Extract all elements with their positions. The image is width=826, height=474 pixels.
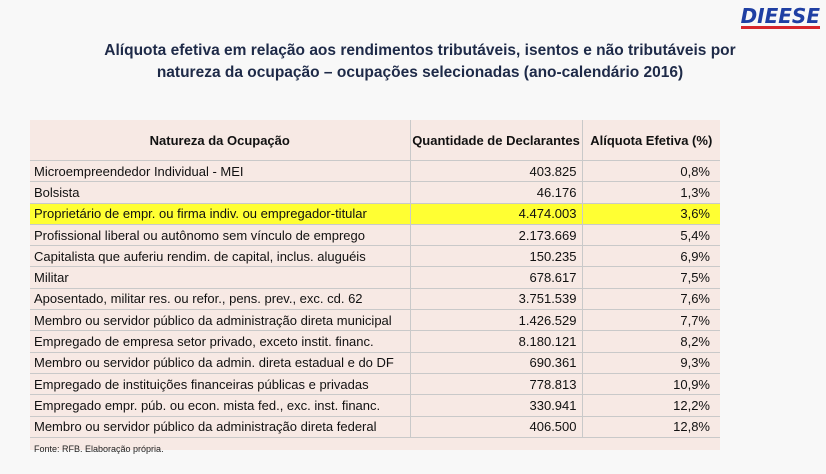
cell-aliquota: 10,9% (582, 373, 720, 394)
table-row (30, 310, 720, 331)
cell-ocupacao: Empregado de empresa setor privado, exceto instit. financ. (30, 331, 410, 352)
table-row (30, 267, 720, 288)
cell-quantidade: 4.474.003 (410, 203, 582, 224)
cell-quantidade: 46.176 (410, 182, 582, 203)
cell-ocupacao: Membro ou servidor público da administração direta municipal (30, 310, 410, 331)
table-header-row (30, 120, 720, 161)
cell-aliquota: 12,2% (582, 395, 720, 416)
cell-quantidade: 778.813 (410, 373, 582, 394)
cell-aliquota: 7,7% (582, 310, 720, 331)
dieese-logo (741, 4, 820, 29)
cell-quantidade: 690.361 (410, 352, 582, 373)
cell-aliquota: 3,6% (582, 203, 720, 224)
source-note: Fonte: RFB. Elaboração própria. (34, 443, 164, 454)
cell-ocupacao: Militar (30, 267, 410, 288)
cell-quantidade: 678.617 (410, 267, 582, 288)
table-row (30, 224, 720, 245)
cell-aliquota: 0,8% (582, 161, 720, 182)
data-table-container (30, 120, 720, 454)
header-aliquota: Alíquota Efetiva (%) (582, 120, 720, 161)
cell-quantidade: 8.180.121 (410, 331, 582, 352)
cell-ocupacao: Empregado empr. púb. ou econ. mista fed., exc. inst. financ. (30, 395, 410, 416)
header-natureza: Natureza da Ocupação (30, 120, 410, 161)
cell-ocupacao: Empregado de instituições financeiras públicas e privadas (30, 373, 410, 394)
table-row (30, 373, 720, 394)
cell-quantidade: 2.173.669 (410, 224, 582, 245)
table-row (30, 352, 720, 373)
cell-ocupacao: Membro ou servidor público da admin. direta estadual e do DF (30, 352, 410, 373)
table-row (30, 288, 720, 309)
cell-ocupacao: Bolsista (30, 182, 410, 203)
cell-ocupacao: Membro ou servidor público da administração direta federal (30, 416, 410, 437)
cell-aliquota: 1,3% (582, 182, 720, 203)
cell-aliquota: 12,8% (582, 416, 720, 437)
cell-quantidade: 150.235 (410, 246, 582, 267)
cell-ocupacao: Capitalista que auferiu rendim. de capital, inclus. aluguéis (30, 246, 410, 267)
cell-quantidade: 403.825 (410, 161, 582, 182)
cell-quantidade: 1.426.529 (410, 310, 582, 331)
table-row (30, 416, 720, 437)
cell-aliquota: 6,9% (582, 246, 720, 267)
cell-ocupacao: Proprietário de empr. ou firma indiv. ou empregador-titular (30, 203, 410, 224)
cell-aliquota: 9,3% (582, 352, 720, 373)
table-row (30, 203, 720, 224)
cell-aliquota: 7,6% (582, 288, 720, 309)
aliquota-table (30, 120, 720, 438)
title-line-2: natureza da ocupação – ocupações selecionadas (ano-calendário 2016) (156, 64, 684, 81)
cell-ocupacao: Microempreendedor Individual - MEI (30, 161, 410, 182)
cell-quantidade: 330.941 (410, 395, 582, 416)
table-row (30, 161, 720, 182)
cell-aliquota: 7,5% (582, 267, 720, 288)
cell-ocupacao: Aposentado, militar res. ou refor., pens. prev., exc. cd. 62 (30, 288, 410, 309)
table-row (30, 246, 720, 267)
cell-aliquota: 8,2% (582, 331, 720, 352)
header-quantidade: Quantidade de Declarantes (410, 120, 582, 161)
cell-aliquota: 5,4% (582, 224, 720, 245)
table-row (30, 182, 720, 203)
cell-ocupacao: Profissional liberal ou autônomo sem vínculo de emprego (30, 224, 410, 245)
table-row (30, 395, 720, 416)
cell-quantidade: 406.500 (410, 416, 582, 437)
logo-text: DIEESE (740, 4, 820, 28)
cell-quantidade: 3.751.539 (410, 288, 582, 309)
title-line-1: Alíquota efetiva em relação aos rendimentos tributáveis, isentos e não tributáveis por (104, 42, 736, 59)
slide-title (40, 40, 800, 84)
table-row (30, 331, 720, 352)
